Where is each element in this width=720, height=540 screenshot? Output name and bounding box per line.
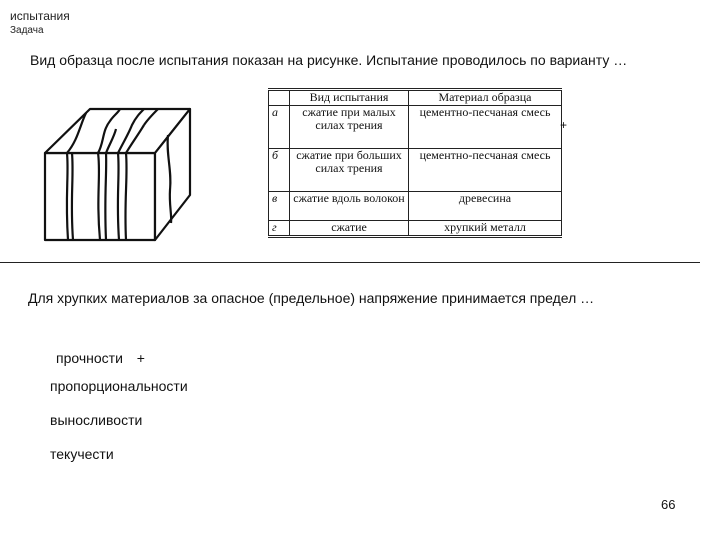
slide-subtitle: Задача (10, 25, 44, 36)
test-variants-table (268, 88, 562, 238)
correct-answer-mark: + (136, 350, 145, 366)
table-header-material: Материал образца (409, 90, 562, 106)
answer-option-label: пропорциональности (50, 378, 188, 394)
table-header-row (269, 90, 562, 106)
table-row (269, 221, 562, 237)
row-material: древесина (409, 192, 562, 221)
correct-answer-mark: + (560, 118, 568, 132)
answer-option-yield[interactable] (50, 446, 114, 462)
row-test-type: сжатие при малых силах трения (290, 106, 409, 149)
page-number: 66 (661, 497, 676, 512)
answer-option-label: выносливости (50, 412, 143, 428)
row-key: г (269, 221, 290, 237)
question-divider (0, 262, 700, 263)
table-row (269, 192, 562, 221)
table-row (269, 149, 562, 192)
answer-option-strength[interactable] (56, 350, 145, 366)
row-material: хрупкий металл (409, 221, 562, 237)
answer-option-label: прочности (56, 350, 123, 366)
row-test-type: сжатие (290, 221, 409, 237)
row-material: цементно-песчаная смесь (409, 149, 562, 192)
question-1-text: Вид образца после испытания показан на рисунке. Испытание проводилось по варианту … (30, 52, 628, 68)
table-header-key (269, 90, 290, 106)
table-row (269, 106, 562, 149)
answer-option-endurance[interactable] (50, 412, 142, 428)
row-key: б (269, 149, 290, 192)
table-header-test-type: Вид испытания (290, 90, 409, 106)
row-key: в (269, 192, 290, 221)
row-test-type: сжатие при больших силах трения (290, 149, 409, 192)
answer-option-proportionality[interactable] (50, 378, 188, 394)
split-specimen-figure (40, 95, 200, 245)
answer-option-label: текучести (50, 446, 114, 462)
question-2-text: Для хрупких материалов за опасное (предельное) напряжение принимается предел … (28, 290, 595, 306)
row-key: а (269, 106, 290, 149)
row-material: цементно-песчаная смесь (409, 106, 562, 149)
row-test-type: сжатие вдоль волокон (290, 192, 409, 221)
slide-title: испытания (10, 9, 70, 23)
